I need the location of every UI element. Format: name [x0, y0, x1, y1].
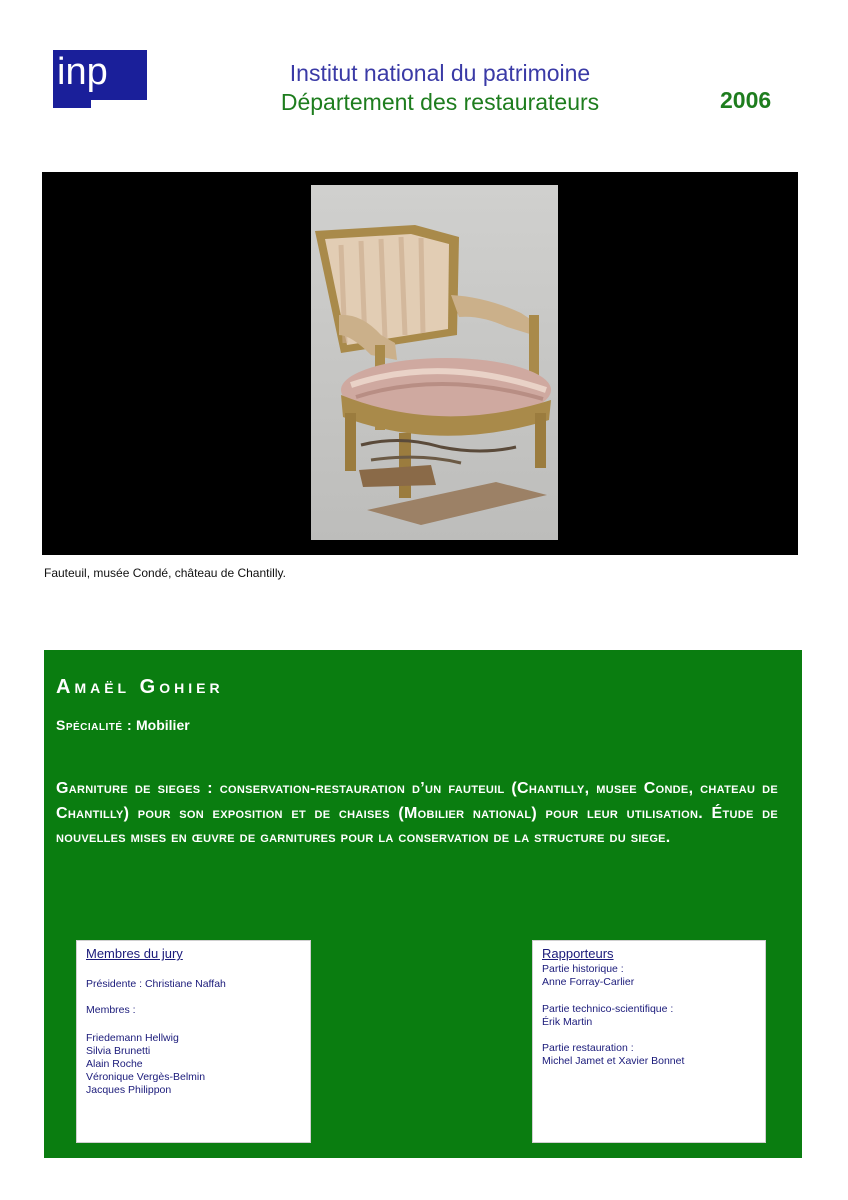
jury-presidente: Présidente : Christiane Naffah: [86, 978, 226, 990]
specialite-label: Spécialité :: [56, 717, 133, 733]
inp-logo: [53, 50, 147, 100]
jury-member: Jacques Philippon: [86, 1084, 172, 1096]
logo-text: inp: [57, 51, 108, 93]
rapporteurs-heading: Rapporteurs: [542, 946, 614, 961]
jury-member: Alain Roche: [86, 1058, 143, 1070]
memoire-title: Garniture de sieges : conservation-restauration d’un fauteuil (Chantilly, musee Conde, chateau de Chantilly) pour son exposition et de chaises (Mobilier national) pour leur utilisation. Étude de nouvelles mises en œuvre de garnitures pour la conservation de la structure du siege.: [56, 780, 778, 846]
jury-member: Silvia Brunetti: [86, 1045, 151, 1057]
year: 2006: [720, 87, 772, 113]
photo-caption: Fauteuil, musée Condé, château de Chantilly.: [44, 566, 286, 580]
photo-frame: [42, 172, 798, 555]
rapporteurs-line: Partie historique :: [542, 963, 624, 975]
rapporteurs-line: Partie restauration :: [542, 1042, 634, 1054]
specialite: [56, 717, 190, 733]
author-name-text: Amaël Gohier: [56, 676, 224, 698]
armchair-illustration: [311, 185, 558, 540]
jury-heading: Membres du jury: [86, 946, 183, 961]
jury-membres-label: Membres :: [86, 1004, 136, 1016]
author-name: [56, 676, 224, 699]
memoire-panel: [44, 650, 802, 1158]
jury-box: [76, 940, 311, 1143]
armchair-photo: [311, 185, 558, 540]
rapporteurs-line: Érik Martin: [542, 1016, 593, 1028]
specialite-value: Mobilier: [136, 717, 190, 733]
rapporteurs-line: Michel Jamet et Xavier Bonnet: [542, 1055, 685, 1067]
rapporteurs-line: Anne Forray-Carlier: [542, 976, 635, 988]
rapporteurs-line: Partie technico-scientifique :: [542, 1003, 674, 1015]
jury-member: Friedemann Hellwig: [86, 1032, 179, 1044]
institution-name: Institut national du patrimoine: [289, 60, 591, 86]
rapporteurs-box: [532, 940, 766, 1143]
department-name: Département des restaurateurs: [280, 89, 600, 115]
jury-member: Véronique Vergès-Belmin: [86, 1071, 206, 1083]
